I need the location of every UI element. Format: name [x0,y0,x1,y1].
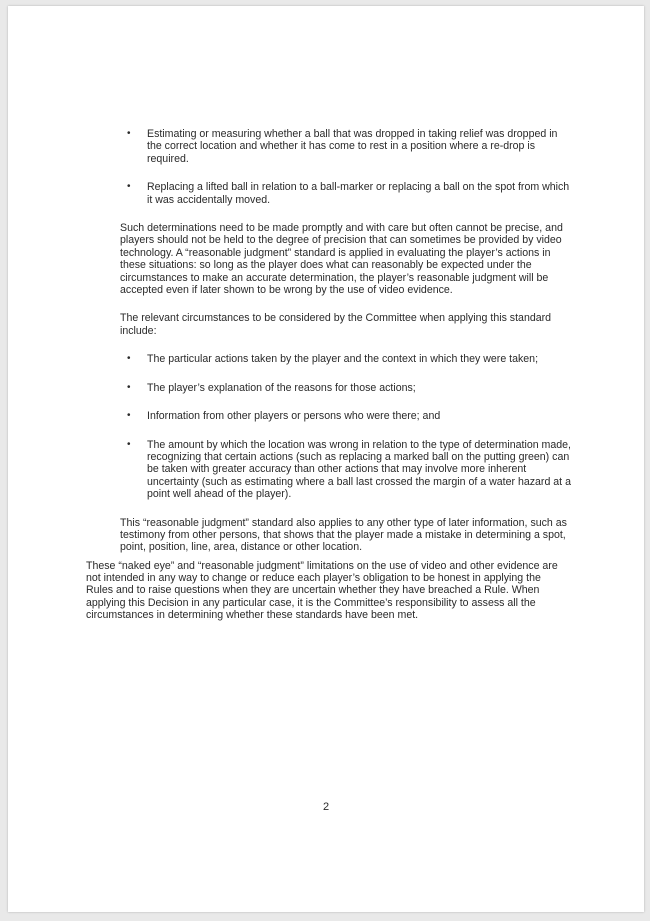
list-item [120,128,572,165]
bullet-icon: • [127,128,131,139]
bullet-icon: • [127,381,131,393]
list-item-text: Replacing a lifted ball in relation to a ball-marker or replacing a ball on the spot from which it was accidentally moved. [147,181,570,206]
list-item-text: Estimating or measuring whether a ball that was dropped in taking relief was dropped in the correct location and whether it has come to rest in a position where a re-drop is required. [147,128,558,165]
list-item-text: Information from other players or persons who were there; and [147,410,441,423]
list-item-text: The particular actions taken by the player and the context in which they were taken; [147,353,539,366]
paragraph-limitations: These “naked eye” and “reasonable judgment” limitations on the use of video and other evidence are not intended in any way to change or reduce each player’s obligation to be honest in applying the Rules and to raise questions when they are uncertain whether they have breached a Rule. When applying this Decision in any particular case, it is the Committee’s responsibility to assess all the circumstances in determining whether these standards have been met. [86,559,558,622]
list-item [120,439,572,501]
bullet-icon: • [127,410,131,422]
bullet-icon: • [127,438,131,450]
list-item-text: The amount by which the location was wrong in relation to the type of determination made, recognizing that certain actions (such as replacing a marked ball on the putting green) can be taken with greater accuracy than other actions that may involve more inherent uncertainty (such as estimating where a ball last crossed the margin of a water hazard at a point well ahead of the player). [147,438,571,501]
list-item [120,410,572,422]
list-item-text: The player’s explanation of the reasons for those actions; [147,381,416,394]
document-page [8,6,644,912]
paragraph-circumstances: The relevant circumstances to be considered by the Committee when applying this standard include: [120,312,552,337]
paragraph-determinations: Such determinations need to be made promptly and with care but often cannot be precise, and players should not be held to the degree of precision that can sometimes be provided by video technology. A “reasonable judgment” standard is applied in evaluating the player’s actions in these situations: so long as the player does what can reasonably be expected under the circumstances to make an accurate determination, the player’s reasonable judgment will be accepted even if later shown to be wrong by the use of video evidence. [120,222,563,297]
bullet-icon: • [127,181,131,193]
list-item [120,181,572,206]
page-number: 2 [322,801,330,813]
indented-content [120,128,572,570]
list-item [120,382,572,394]
bullet-icon: • [127,353,131,365]
list-item [120,353,572,365]
paragraph-standard: This “reasonable judgment” standard also applies to any other type of later information, such as testimony from other persons, that shows that the player made a mistake in determining a spot, point, position, line, area, distance or other location. [120,516,567,554]
